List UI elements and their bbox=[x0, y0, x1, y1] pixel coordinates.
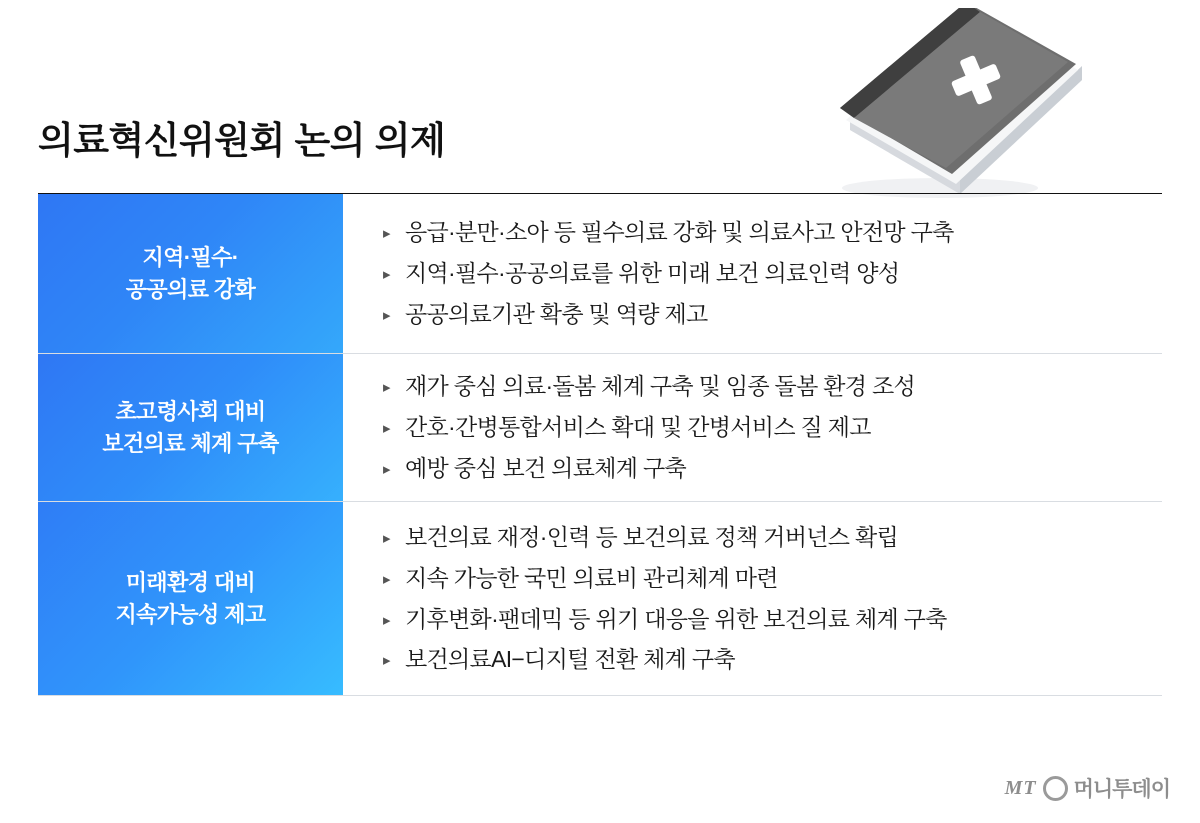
list-item bbox=[383, 448, 1162, 489]
page-title: 의료혁신위원회 논의 의제 bbox=[38, 120, 446, 161]
medical-book-icon bbox=[790, 8, 1090, 203]
bullet-arrow-icon: ▸ bbox=[383, 379, 390, 397]
table-row bbox=[38, 502, 1162, 696]
logo-ring-icon bbox=[1043, 776, 1068, 801]
list-item-text: 기후변화·팬데믹 등 위기 대응을 위한 보건의료 체계 구축 bbox=[405, 605, 947, 632]
bullet-arrow-icon: ▸ bbox=[383, 570, 390, 588]
list-item-text: 보건의료AI−디지털 전환 체계 구축 bbox=[405, 646, 735, 673]
list-item-text: 지역·필수·공공의료를 위한 미래 보건 의료인력 양성 bbox=[405, 260, 900, 287]
list-item-text: 재가 중심 의료·돌봄 체계 구축 및 임종 돌봄 환경 조성 bbox=[405, 373, 916, 400]
agenda-table bbox=[38, 193, 1162, 696]
list-item bbox=[383, 212, 1162, 253]
category-cell bbox=[38, 502, 343, 695]
bullet-arrow-icon: ▸ bbox=[383, 460, 390, 478]
logo-name-text: 머니투데이 bbox=[1073, 778, 1170, 801]
publisher-logo bbox=[1005, 773, 1170, 803]
bullet-arrow-icon: ▸ bbox=[383, 266, 390, 284]
category-line: 초고령사회 대비 bbox=[115, 398, 266, 424]
bullet-arrow-icon: ▸ bbox=[383, 611, 390, 629]
table-row bbox=[38, 193, 1162, 354]
items-cell bbox=[343, 502, 1162, 695]
logo-mark-text: MT bbox=[1004, 776, 1037, 799]
list-item bbox=[383, 294, 1162, 335]
list-item-text: 간호·간병통합서비스 확대 및 간병서비스 질 제고 bbox=[405, 414, 871, 441]
bullet-arrow-icon: ▸ bbox=[383, 225, 390, 243]
list-item bbox=[383, 517, 1162, 558]
list-item bbox=[383, 639, 1162, 680]
list-item-text: 공공의료기관 확충 및 역량 제고 bbox=[405, 300, 708, 327]
table-row bbox=[38, 354, 1162, 502]
list-item-text: 보건의료 재정·인력 등 보건의료 정책 거버넌스 확립 bbox=[405, 524, 898, 550]
items-cell bbox=[343, 354, 1162, 501]
category-line: 보건의료 체계 구축 bbox=[102, 430, 279, 456]
list-item-text: 응급·분만·소아 등 필수의료 강화 및 의료사고 안전망 구축 bbox=[405, 219, 954, 246]
list-item bbox=[383, 599, 1162, 640]
category-line: 지역·필수· bbox=[142, 244, 239, 270]
bullet-arrow-icon: ▸ bbox=[383, 420, 390, 438]
category-line: 공공의료 강화 bbox=[125, 276, 256, 302]
list-item-text: 지속 가능한 국민 의료비 관리체계 마련 bbox=[405, 564, 778, 591]
category-line: 지속가능성 제고 bbox=[115, 601, 266, 627]
category-line: 미래환경 대비 bbox=[125, 569, 256, 595]
category-cell bbox=[38, 354, 343, 501]
list-item bbox=[383, 407, 1162, 448]
list-item bbox=[383, 366, 1162, 407]
bullet-arrow-icon: ▸ bbox=[383, 652, 390, 670]
items-cell bbox=[343, 194, 1162, 353]
list-item bbox=[383, 558, 1162, 599]
list-item-text: 예방 중심 보건 의료체계 구축 bbox=[405, 454, 686, 481]
bullet-arrow-icon: ▸ bbox=[383, 530, 390, 547]
list-item bbox=[383, 253, 1162, 294]
bullet-arrow-icon: ▸ bbox=[383, 306, 390, 324]
category-cell bbox=[38, 194, 343, 353]
